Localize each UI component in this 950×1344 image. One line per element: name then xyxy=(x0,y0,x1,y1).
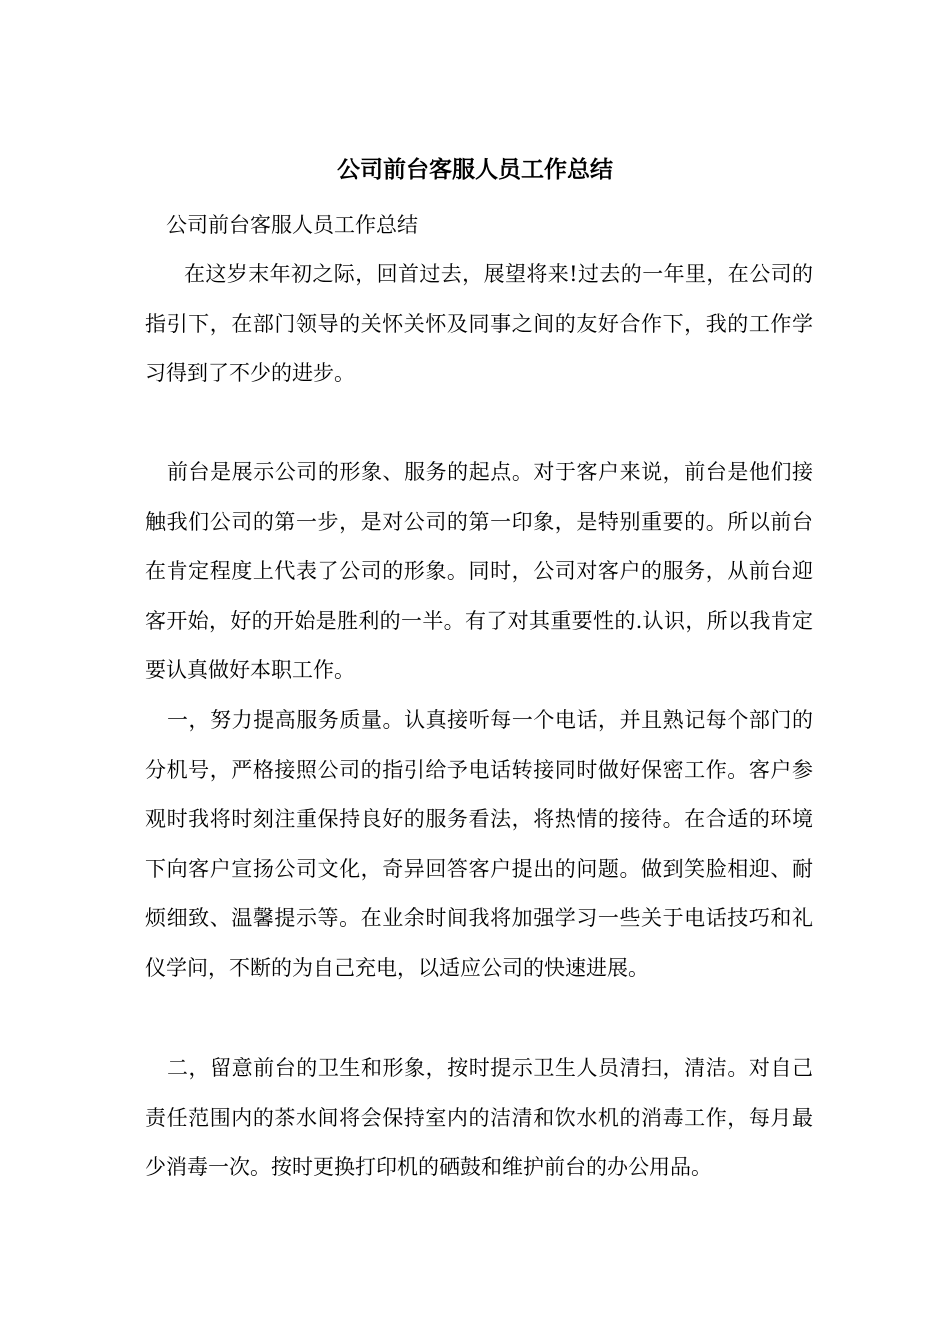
paragraph-front-desk-role: 前台是展示公司的形象、服务的起点。对于客户来说，前台是他们接触我们公司的第一步，是对公司的第一印象，是特别重要的。所以前台在肯定程度上代表了公司的形象。同时，公司对客户的服务，从前台迎客开始，好的开始是胜利的一半。有了对其重要性的.认识，所以我肯定要认真做好本职工作。 xyxy=(145,460,813,682)
paragraph-hygiene-image: 二，留意前台的卫生和形象，按时提示卫生人员清扫，清洁。对自己责任范围内的茶水间将会保持室内的洁清和饮水机的消毒工作，每月最少消毒一次。按时更换打印机的硒鼓和维护前台的办公用品。 xyxy=(145,1056,813,1179)
document-subtitle: 公司前台客服人员工作总结 xyxy=(166,213,418,237)
paragraph-service-quality: 一，努力提高服务质量。认真接听每一个电话，并且熟记每个部门的分机号，严格接照公司的指引给予电话转接同时做好保密工作。客户参观时我将时刻注重保持良好的服务看法，将热情的接待。在合适的环境下向客户宣扬公司文化，奇异回答客户提出的问题。做到笑脸相迎、耐烦细致、温馨提示等。在业余时间我将加强学习一些关于电话技巧和礼仪学问，不断的为自己充电，以适应公司的快速进展。 xyxy=(145,708,813,980)
document-title: 公司前台客服人员工作总结 xyxy=(337,156,613,183)
paragraph-intro: 在这岁末年初之际，回首过去，展望将来!过去的一年里，在公司的指引下，在部门领导的关怀关怀及同事之间的友好合作下，我的工作学习得到了不少的进步。 xyxy=(145,262,813,385)
